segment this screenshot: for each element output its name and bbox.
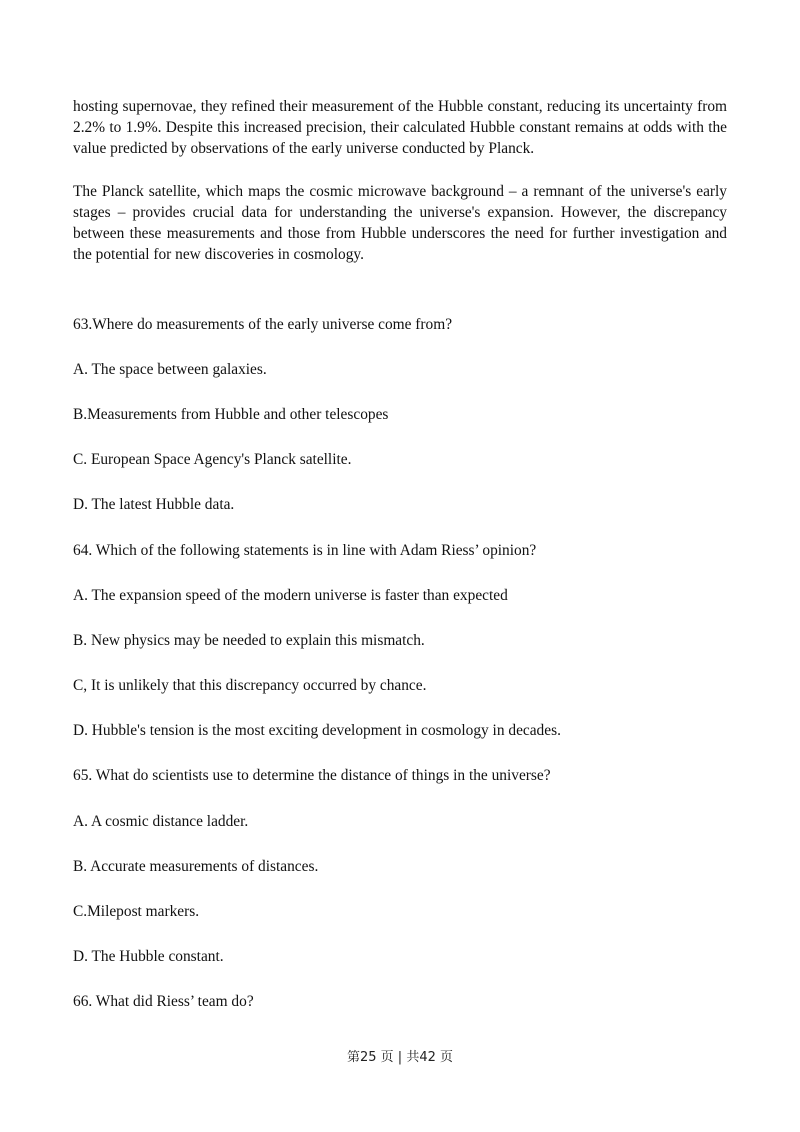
page-number: 第25 页 | 共42 页 — [347, 1050, 453, 1065]
passage-paragraph: The Planck satellite, which maps the cosmic microwave background – a remnant of the universe's early stages – provides crucial data for understanding the universe's expansion. However, the discrepancy between these measurements and those from Hubble underscores the need for further investigation and the potential for new discoveries in cosmology. — [73, 183, 727, 263]
passage-paragraph: hosting supernovae, they refined their measurement of the Hubble constant, reducing its uncertainty from 2.2% to 1.9%. Despite this increased precision, their calculated Hubble constant remains at odds with the value predicted by observations of the early universe conducted by Planck. — [73, 98, 727, 157]
question-65-stem: 65. What do scientists use to determine the distance of things in the universe? — [73, 767, 551, 784]
question-64-option-d: D. Hubble's tension is the most exciting development in cosmology in decades. — [73, 722, 561, 739]
question-64-stem: 64. Which of the following statements is in line with Adam Riess’ opinion? — [73, 542, 537, 559]
question-63-stem: 63.Where do measurements of the early universe come from? — [73, 316, 453, 333]
question-64-option-b: B. New physics may be needed to explain this mismatch. — [73, 632, 425, 649]
question-65-option-b: B. Accurate measurements of distances. — [73, 858, 319, 875]
question-63-option-d: D. The latest Hubble data. — [73, 496, 235, 513]
question-64-option-c: C, It is unlikely that this discrepancy occurred by chance. — [73, 677, 427, 694]
question-65-option-c: C.Milepost markers. — [73, 903, 200, 920]
question-66-stem: 66. What did Riess’ team do? — [73, 993, 254, 1010]
question-65-option-a: A. A cosmic distance ladder. — [73, 813, 249, 830]
question-64-option-a: A. The expansion speed of the modern universe is faster than expected — [73, 587, 508, 604]
page-footer — [0, 1046, 800, 1065]
question-65-option-d: D. The Hubble constant. — [73, 948, 224, 965]
passage — [73, 96, 727, 265]
question-63-option-b: B.Measurements from Hubble and other telescopes — [73, 406, 389, 423]
question-63-option-c: C. European Space Agency's Planck satellite. — [73, 451, 352, 468]
question-63-option-a: A. The space between galaxies. — [73, 361, 267, 378]
